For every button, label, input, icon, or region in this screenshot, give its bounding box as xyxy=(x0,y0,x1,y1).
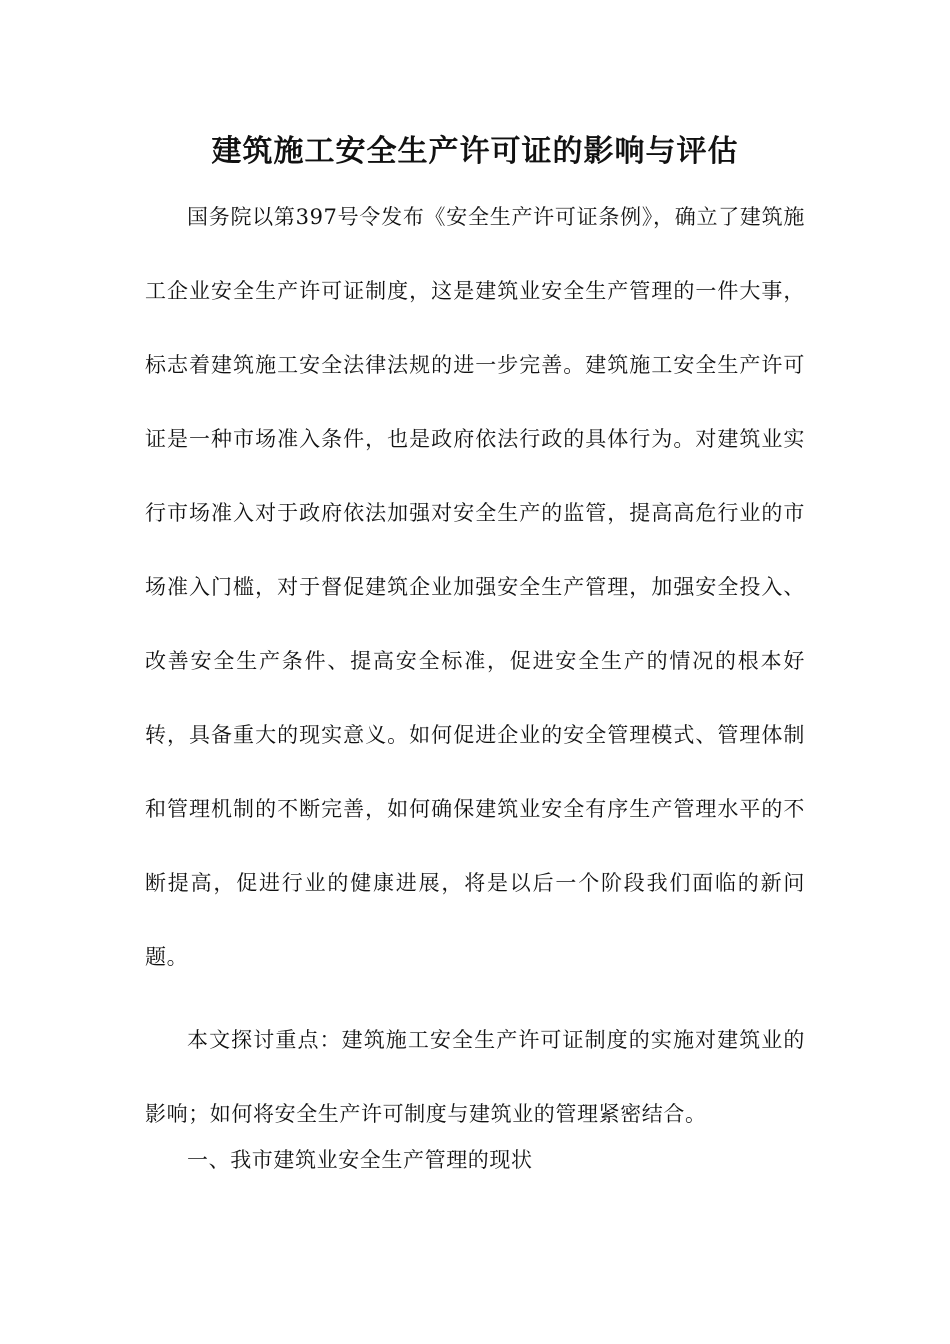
body-paragraph-1: 国务院以第397号令发布《安全生产许可证条例》，确立了建筑施工企业安全生产许可证制度，这是建筑业安全生产管理的一件大事，标志着建筑施工安全法律法规的进一步完善。建筑施工安全生产许可证是一种市场准入条件，也是政府依法行政的具体行为。对建筑业实行市场准入对于政府依法加强对安全生产的监管，提高高危行业的市场准入门槛，对于督促建筑企业加强安全生产管理，加强安全投入、改善安全生产条件、提高安全标准，促进安全生产的情况的根本好转，具备重大的现实意义。如何促进企业的安全管理模式、管理体制和管理机制的不断完善，如何确保建筑业安全有序生产管理水平的不断提高，促进行业的健康进展，将是以后一个阶段我们面临的新问题。 xyxy=(145,205,805,969)
document-title: 建筑施工安全生产许可证的影响与评估 xyxy=(211,134,739,169)
body-paragraph-2: 本文探讨重点：建筑施工安全生产许可证制度的实施对建筑业的影响；如何将安全生产许可制度与建筑业的管理紧密结合。 xyxy=(145,1028,805,1126)
section-heading-1: 一、我市建筑业安全生产管理的现状 xyxy=(187,1148,533,1172)
